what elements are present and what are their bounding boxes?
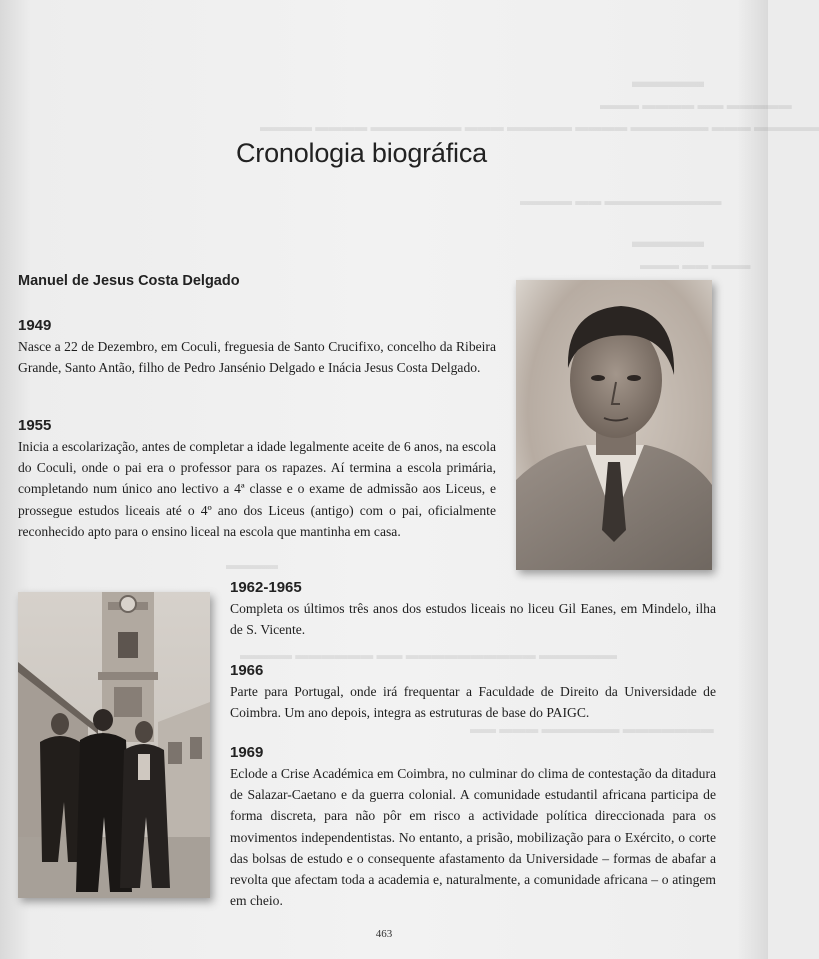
subject-name: Manuel de Jesus Costa Delgado xyxy=(18,273,240,289)
entry-year-1949: 1949 xyxy=(18,317,52,334)
group-photo xyxy=(18,592,210,898)
page-title: Cronologia biográfica xyxy=(236,138,487,168)
entry-year-1969: 1969 xyxy=(230,744,264,761)
entry-text-1949: Nasce a 22 de Dezembro, em Coculi, freguesia de Santo Crucifixo, concelho da Ribeira Grande, Santo Antão, filho de Pedro Jansénio Delgado e Inácia Jesus Costa Delgado. xyxy=(18,339,496,376)
entry-year-1966: 1966 xyxy=(230,662,264,679)
page-number: 463 xyxy=(375,928,393,940)
entry-text-1962-1965: Completa os últimos três anos dos estudos liceais no liceu Gil Eanes, em Mindelo, ilha de S. Vicente. xyxy=(230,601,716,638)
entry-text-1969: Eclode a Crise Académica em Coimbra, no culminar do clima de contestação da ditadura de Salazar-Caetano e da guerra colonial. A comunidade estudantil africana participa de forma discreta, para não pôr em risco a actividade política direccionada para os movimentos independentistas. No entanto, a prisão, mobilização para o Exército, o corte das bolsas de estudo e o consequente afastamento da Universidade – formas de abafar a revolta que afectam toda a academia e, naturalmente, a comunidade africana – o atingem em cheio. xyxy=(230,766,716,909)
entry-text-1966: Parte para Portugal, onde irá frequentar a Faculdade de Direito da Universidade de Coimbra. Um ano depois, integra as estruturas de base do PAIGC. xyxy=(230,684,716,721)
entry-year-1962-1965: 1962-1965 xyxy=(230,579,302,596)
entry-year-1955: 1955 xyxy=(18,417,52,434)
portrait-photo xyxy=(516,280,712,570)
entry-text-1955: Inicia a escolarização, antes de completar a idade legalmente aceite de 6 anos, na escola do Coculi, onde o pai era o professor para os rapazes. Aí termina a escola primária, completando num único ano lectivo a 4ª classe e o exame de admissão aos Liceus, e prossegue estudos liceais até o 4º ano dos Liceus (antigo) com o pai, oficialmente reconhecido apto para o ensino liceal na escola que mantinha em casa. xyxy=(18,439,496,539)
